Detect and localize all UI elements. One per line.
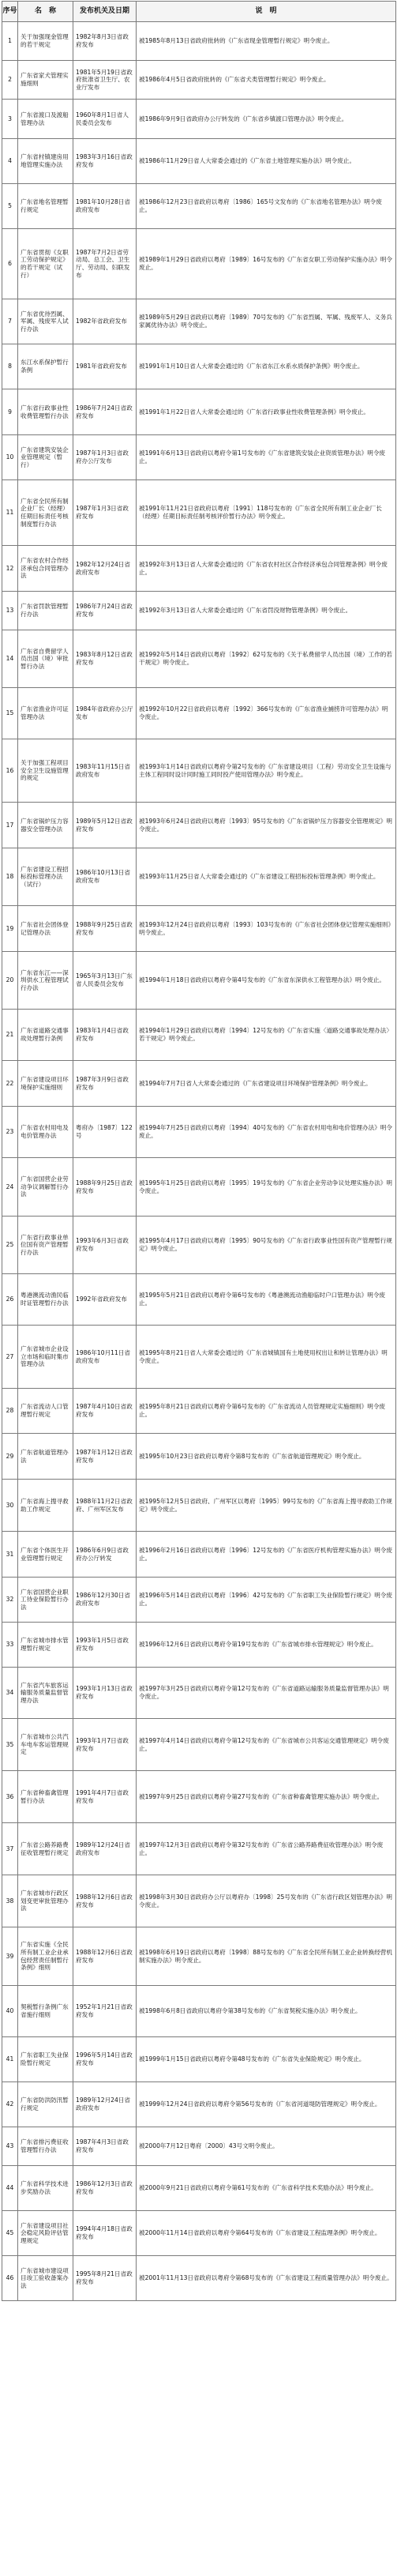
cell-desc: 被1992年3月13日省人大常委会通过的《广东省罚没财物管理条例》明令废止。 [137,592,396,630]
table-row [2,184,396,229]
cell-org: 1983年3月16日省政府发布 [73,139,137,184]
cell-no: 16 [2,739,18,803]
cell-org: 1987年7月2日省劳动局、总工会、卫生厅、劳动局、妇联发布 [73,229,137,299]
cell-org: 1988年11月2日省政府、广州军区发布 [73,1480,137,1532]
cell-name: 广东省全民所有制企业厂长（经理）任期目标责任考核制度暂行办法 [18,480,73,546]
cell-org: 1986年7月24日省政府发布 [73,389,137,435]
cell-desc: 被1995年12月5日省政府、广州军区以粤府〔1995〕99号发布的《广东省海上搜寻救助工作规定》明令废止。 [137,1480,396,1532]
cell-org: 1989年5月12日省政府发布 [73,803,137,848]
table-row [2,803,396,848]
cell-desc: 被1986年9月9日省政府办公厅转发的《广东省乡镇渡口管理办法》明令废止。 [137,100,396,139]
cell-desc: 被1994年1月18日省政府以粤府令第4号发布的《广东省东深供水工程管理办法》明令废止。 [137,952,396,1010]
cell-name: 广东省航道管理办法 [18,1434,73,1480]
table-row [2,2082,396,2127]
cell-desc: 被1995年4月17日省政府以粤府〔1995〕90号发布的《广东省行政事业性国有资产管理暂行规定》明令废止。 [137,1217,396,1274]
table-row [2,2037,396,2082]
cell-name: 广东省罚款管理暂行办法 [18,592,73,630]
table-body [2,22,396,2301]
cell-name: 广东省社会团体登记管理办法 [18,906,73,952]
cell-name: 广东省锅炉压力容器安全管理办法 [18,803,73,848]
cell-no: 11 [2,480,18,546]
cell-name: 广东省城市行政区划变更审批管理办法 [18,1875,73,1927]
cell-no: 9 [2,389,18,435]
cell-no: 3 [2,100,18,139]
cell-org: 1987年1月3日省政府发布 [73,480,137,546]
cell-org: 1993年1月7日省政府发布 [73,1719,137,1771]
cell-desc: 被1997年12月3日省政府以粤府令第32号发布的《广东省公路养路费征收管理办法》明令废止。 [137,1823,396,1875]
table-row [2,739,396,803]
cell-desc: 被1991年1月10日省人大常委会通过的《广东省东江水系水质保护条例》明令废止。 [137,344,396,389]
cell-org: 1992年省政府发布 [73,1274,137,1326]
cell-org: 1965年3月13日广东省人民委员会发布 [73,952,137,1010]
cell-org: 1983年1月4日省政府发布 [73,1010,137,1061]
cell-name: 广东省行政事业单位国有资产管理暂行办法 [18,1217,73,1274]
cell-no: 30 [2,1480,18,1532]
cell-desc: 被1997年9月25日省政府以粤府令第27号发布的《广东省种畜禽管理实施办法》明令废止。 [137,1771,396,1823]
cell-org: 1986年10月13日省政府发布 [73,848,137,906]
header-org: 发布机关及日期 [73,2,137,22]
cell-no: 38 [2,1875,18,1927]
table-row [2,952,396,1010]
cell-name: 广东省科学技术进步奖励办法 [18,2166,73,2211]
cell-no: 20 [2,952,18,1010]
header-row [2,2,396,22]
cell-desc: 被1991年11月21日省政府以粤府〔1991〕118号发布的《广东省全民所有制工业企业厂长（经理）任期目标责任制考核评价暂行办法》明令废止。 [137,480,396,546]
table-row [2,229,396,299]
cell-no: 40 [2,1986,18,2037]
cell-no: 26 [2,1274,18,1326]
cell-name: 广东省优待烈属、军属、残废军人试行办法 [18,299,73,344]
cell-name: 广东省国营企业劳动争议调解暂行办法 [18,1158,73,1217]
cell-desc: 被1993年11月25日省人大常委会通过的《广东省建设工程招标投标管理条例》明令废止。 [137,848,396,906]
cell-org: 1996年5月14日省政府发布 [73,2037,137,2082]
cell-desc: 被1993年12月24日省政府以粤府〔1993〕103号发布的《广东省社会团体登记管理实施细则》明令废止。 [137,906,396,952]
cell-name: 广东省建筑安装企业管理规定（暂行） [18,435,73,480]
cell-org: 1983年11月15日省政府发布 [73,739,137,803]
table-row [2,848,396,906]
cell-desc: 被1997年3月25日省政府以粤府令第12号发布的《广东省道路运输服务质量监督管理办法》明令废止。 [137,1668,396,1719]
table-row [2,480,396,546]
table-row [2,389,396,435]
cell-desc: 被1993年6月24日省政府以粤府〔1993〕95号发布的《广东省锅炉压力容器安全管理规定》明令废止。 [137,803,396,848]
cell-desc: 被1996年2月16日省政府以粤府〔1996〕12号发布的《广东省医疗机构管理实施办法》明令废止。 [137,1532,396,1578]
table-row [2,1986,396,2037]
table-row [2,1010,396,1061]
cell-org: 1988年9月25日省政府发布 [73,1158,137,1217]
table-row [2,592,396,630]
table-row [2,1927,396,1986]
cell-desc: 被1989年5月29日省政府以粤府〔1989〕70号发布的《广东省烈属、军属、残废军人、义务兵家属优待办法》明令废止。 [137,299,396,344]
table-row [2,546,396,592]
cell-desc: 被1998年6月19日省政府以粤府〔1998〕88号发布的《广东省全民所有制工业企业转换经营机制实施办法》明令废止。 [137,1927,396,1986]
table-row [2,299,396,344]
cell-desc: 被1992年3月13日省人大常委会通过的《广东省农村社区合作经济承包合同管理条例》明令废止。 [137,546,396,592]
cell-name: 东江水系保护暂行条例 [18,344,73,389]
table-row [2,1823,396,1875]
cell-org: 1981年10月28日省政府发布 [73,184,137,229]
table-header [2,2,396,22]
cell-name: 广东省城市公共汽车电车客运管理规定 [18,1719,73,1771]
cell-no: 44 [2,2166,18,2211]
table-row [2,1480,396,1532]
cell-name: 广东省东江——深圳供水工程管理试行办法 [18,952,73,1010]
cell-org: 1993年1月13日省政府发布 [73,1668,137,1719]
cell-org: 1995年8月21日省政府发布 [73,2256,137,2301]
cell-desc: 被1995年8月21日省人大常委会通过的《广东省城镇国有土地使用权出让和转让管理办法》明令废止。 [137,1326,396,1389]
cell-org: 1986年12月3日省政府发布 [73,2166,137,2211]
cell-desc: 被1986年4月5日省政府批转的《广东省犬类管理暂行规定》明令废止。 [137,61,396,100]
cell-org: 1987年3月9日省政府发布 [73,1061,137,1107]
cell-desc: 被1999年12月24日省政府以粤府令第56号发布的《广东省河道堤防管理规定》明令废止。 [137,2082,396,2127]
cell-org: 粤府办〔1987〕122号 [73,1107,137,1158]
cell-no: 46 [2,2256,18,2301]
cell-desc: 被1995年8月21日省政府以粤府令第6号发布的《广东省流动人员管理规定实施细则》明令废止。 [137,1389,396,1434]
cell-no: 45 [2,2211,18,2256]
table-row [2,1061,396,1107]
cell-name: 广东省职工失业保险暂行规定 [18,2037,73,2082]
cell-desc: 被2000年7月12日粤府〔2000〕43号文明令废止。 [137,2127,396,2166]
cell-no: 17 [2,803,18,848]
cell-desc: 被1999年1月15日省政府以粤府令第48号发布的《广东省失业保险规定》明令废止。 [137,2037,396,2082]
cell-name: 粤港澳流动渔民临时证管理暂行办法 [18,1274,73,1326]
table-row [2,139,396,184]
header-desc: 说 明 [137,2,396,22]
cell-desc: 被2000年11月14日省政府以粤府令第64号发布的《广东省建设工程监理条例》明令废止。 [137,2211,396,2256]
cell-org: 1993年6月3日省政府发布 [73,1217,137,1274]
cell-name: 关于加强现金管理的若干规定 [18,22,73,61]
table-row [2,2127,396,2166]
cell-name: 广东省建设工程招标投标管理办法（试行） [18,848,73,906]
cell-desc: 被1991年6月13日省政府以粤府令第1号发布的《广东省建筑安装企业资质管理办法》明令废止。 [137,435,396,480]
cell-no: 27 [2,1326,18,1389]
cell-no: 37 [2,1823,18,1875]
cell-no: 42 [2,2082,18,2127]
cell-desc: 被1998年3月30日省政府办公厅以粤府办〔1998〕25号发布的《广东省行政区划管理办法》明令废止。 [137,1875,396,1927]
table-row [2,1274,396,1326]
table-row [2,1578,396,1623]
cell-org: 1952年1月21日省政府发布 [73,1986,137,2037]
cell-no: 31 [2,1532,18,1578]
table-row [2,1158,396,1217]
cell-no: 10 [2,435,18,480]
cell-desc: 被1992年10月22日省政府以粤府〔1992〕366号发布的《广东省渔业捕捞许可管理办法》明令废止。 [137,688,396,739]
cell-name: 广东省建设项目环境保护实施细则 [18,1061,73,1107]
cell-desc: 被1986年11月29日省人大常委会通过的《广东省土地管理实施办法》明令废止。 [137,139,396,184]
cell-name: 广东省个体医生开业管理暂行规定 [18,1532,73,1578]
cell-no: 22 [2,1061,18,1107]
table-row [2,2256,396,2301]
cell-desc: 被1994年1月29日省政府以粤府〔1994〕12号发布的《广东省实施〈道路交通事故处理办法〉若干规定》明令废止。 [137,1010,396,1061]
cell-desc: 被1995年1月25日省政府以粤府〔1995〕19号发布的《广东省企业劳动争议处理实施办法》明令废止。 [137,1158,396,1217]
table-row [2,344,396,389]
table-row [2,688,396,739]
cell-name: 广东省渡口及渡船管理办法 [18,100,73,139]
cell-org: 1987年1月12日省政府发布 [73,1434,137,1480]
cell-no: 28 [2,1389,18,1434]
table-row [2,435,396,480]
cell-name: 广东省种畜禽管理暂行办法 [18,1771,73,1823]
cell-no: 14 [2,630,18,688]
table-row [2,630,396,688]
cell-org: 1989年12月24日省政府发布 [73,1823,137,1875]
table-row [2,1623,396,1668]
cell-name: 广东省海上搜寻救助工作规定 [18,1480,73,1532]
cell-no: 21 [2,1010,18,1061]
cell-desc: 被2000年9月21日省政府以粤府令第61号发布的《广东省科学技术奖励办法》明令废止。 [137,2166,396,2211]
table-row [2,61,396,100]
cell-org: 1982年省政府发布 [73,299,137,344]
table-row [2,1771,396,1823]
cell-no: 12 [2,546,18,592]
cell-no: 24 [2,1158,18,1217]
table-row [2,1217,396,1274]
cell-no: 33 [2,1623,18,1668]
cell-no: 4 [2,139,18,184]
table-row [2,2166,396,2211]
cell-org: 1986年10月11日省政府发布 [73,1326,137,1389]
cell-desc: 被1998年6月8日省政府以粤府令第38号发布的《广东省契税实施办法》明令废止。 [137,1986,396,2037]
table-row [2,1532,396,1578]
cell-name: 广东省流动人口管理暂行规定 [18,1389,73,1434]
cell-org: 1987年1月3日省政府办公厅发布 [73,435,137,480]
cell-no: 39 [2,1927,18,1986]
table-row [2,1668,396,1719]
cell-name: 广东省贯彻《女职工劳动保护规定》的若干规定（试行） [18,229,73,299]
cell-name: 关于加强工程项目安全卫生设施管理的规定 [18,739,73,803]
cell-no: 13 [2,592,18,630]
cell-org: 1986年6月9日省政府办公厅转发 [73,1532,137,1578]
cell-no: 8 [2,344,18,389]
cell-org: 1994年4月18日省政府发布 [73,2211,137,2256]
cell-desc: 被1991年1月22日省人大常委会通过的《广东省行政事业性收费管理条例》明令废止。 [137,389,396,435]
cell-name: 广东省自费留学人员出国（境）审批暂行办法 [18,630,73,688]
cell-name: 广东省建设项目社会稳定风险评估管理规定 [18,2211,73,2256]
cell-org: 1981年省政府发布 [73,344,137,389]
table-row [2,906,396,952]
cell-no: 32 [2,1578,18,1623]
cell-no: 19 [2,906,18,952]
cell-org: 1991年4月7日省政府发布 [73,1771,137,1823]
cell-no: 41 [2,2037,18,2082]
cell-no: 25 [2,1217,18,1274]
cell-desc: 被1995年10月23日省政府以粤府令第8号发布的《广东省航道管理规定》明令废止。 [137,1434,396,1480]
cell-desc: 被1992年5月14日省政府以粤府〔1992〕62号发布的《关于私费留学人员出国（境）工作的若干规定》明令废止。 [137,630,396,688]
cell-org: 1982年12月24日省政府发布 [73,546,137,592]
cell-name: 广东省公路养路费征收管理暂行规定 [18,1823,73,1875]
cell-no: 6 [2,229,18,299]
cell-org: 1993年1月5日省政府发布 [73,1623,137,1668]
cell-name: 广东省渔业许可证管理办法 [18,688,73,739]
cell-org: 1987年4月10日省政府发布 [73,1389,137,1434]
cell-no: 43 [2,2127,18,2166]
cell-desc: 被1994年7月25日省政府以粤府〔1994〕40号发布的《广东省农村用电和电价管理办法》明令废止。 [137,1107,396,1158]
cell-name: 广东省国营企业职工待业保险暂行办法 [18,1578,73,1623]
cell-org: 1988年9月25日省政府发布 [73,906,137,952]
abolished-regulations-table [2,1,396,2301]
cell-name: 广东省行政事业性收费管理暂行办法 [18,389,73,435]
cell-org: 1982年8月3日省政府发布 [73,22,137,61]
cell-no: 1 [2,22,18,61]
cell-no: 23 [2,1107,18,1158]
cell-no: 2 [2,61,18,100]
cell-no: 29 [2,1434,18,1480]
cell-desc: 被1996年5月14日省政府以粤府〔1996〕42号发布的《广东省职工失业保险暂行规定》明令废止。 [137,1578,396,1623]
cell-desc: 被1989年1月29日省政府以粤府〔1989〕16号发布的《广东省女职工劳动保护实施办法》明令废止。 [137,229,396,299]
cell-org: 1988年12月6日省政府发布 [73,1927,137,1986]
table-row [2,2211,396,2256]
table-row [2,22,396,61]
cell-desc: 被1985年8月13日省政府批转的《广东省现金管理暂行规定》明令废止。 [137,22,396,61]
header-no: 序号 [2,2,18,22]
cell-no: 5 [2,184,18,229]
table-row [2,1389,396,1434]
cell-name: 契税暂行条例广东省施行细则 [18,1986,73,2037]
cell-name: 广东省排污费征收管理暂行办法 [18,2127,73,2166]
cell-no: 15 [2,688,18,739]
cell-name: 广东省农村用电及电价管理办法 [18,1107,73,1158]
table-row [2,1434,396,1480]
cell-org: 1987年4月3日省政府发布 [73,2127,137,2166]
cell-no: 36 [2,1771,18,1823]
cell-desc: 被1993年1月14日省政府以粤府令第2号发布的《广东省建设项目（工程）劳动安全卫生设施与主体工程同时设计同时施工同时投产使用管理办法》明令废止。 [137,739,396,803]
cell-org: 1984年省政府办公厅发布 [73,688,137,739]
cell-name: 广东省城市建设项目竣工验收备案办法 [18,2256,73,2301]
cell-org: 1986年12月30日省政府发布 [73,1578,137,1623]
cell-name: 广东省地名管理暂行规定 [18,184,73,229]
cell-name: 广东省家犬管理实施细则 [18,61,73,100]
cell-name: 广东省实施《全民所有制工业企业承包经营责任制暂行条例》细则 [18,1927,73,1986]
cell-org: 1986年7月24日省政府发布 [73,592,137,630]
cell-org: 1983年8月12日省政府发布 [73,630,137,688]
cell-desc: 被1996年12月6日省政府以粤府令第19号发布的《广东省城市排水管理规定》明令废止。 [137,1623,396,1668]
cell-desc: 被1997年4月14日省政府以粤府令第12号发布的《广东省城市公共客运交通管理规定》明令废止。 [137,1719,396,1771]
cell-name: 广东省城市排水管理暂行规定 [18,1623,73,1668]
cell-org: 1989年12月24日省政府发布 [73,2082,137,2127]
cell-no: 7 [2,299,18,344]
cell-no: 18 [2,848,18,906]
cell-desc: 被1994年7月7日省人大常委会通过的《广东省建设项目环境保护管理条例》明令废止。 [137,1061,396,1107]
cell-name: 广东省防洪防汛暂行规定 [18,2082,73,2127]
table-row [2,1326,396,1389]
table-row [2,1719,396,1771]
cell-desc: 被1986年12月23日省政府以粤府〔1986〕165号文发布的《广东省地名管理办法》明令废止。 [137,184,396,229]
cell-desc: 被2001年11月13日省政府以粤府令第68号发布的《广东省建设工程质量管理办法》明令废止。 [137,2256,396,2301]
cell-org: 1981年5月19日省政府批准省卫生厅、农业厅发布 [73,61,137,100]
table-row [2,1875,396,1927]
cell-name: 广东省村镇建房用地管理实施办法 [18,139,73,184]
cell-org: 1960年8月1日省人民委员会发布 [73,100,137,139]
table-row [2,100,396,139]
table-row [2,1107,396,1158]
cell-name: 广东省汽车旅客运输服务质量监督管理办法 [18,1668,73,1719]
cell-name: 广东省城市企业设立市场和临时集市管理办法 [18,1326,73,1389]
cell-name: 广东省道路交通事故处理暂行条例 [18,1010,73,1061]
cell-name: 广东省农村合作经济承包合同管理办法 [18,546,73,592]
cell-org: 1988年12月6日省政府发布 [73,1875,137,1927]
cell-no: 35 [2,1719,18,1771]
cell-desc: 被1995年5月21日省政府以粤府令第6号发布的《粤港澳流动渔船临时户口管理办法》明令废止。 [137,1274,396,1326]
cell-no: 34 [2,1668,18,1719]
header-name: 名 称 [18,2,73,22]
